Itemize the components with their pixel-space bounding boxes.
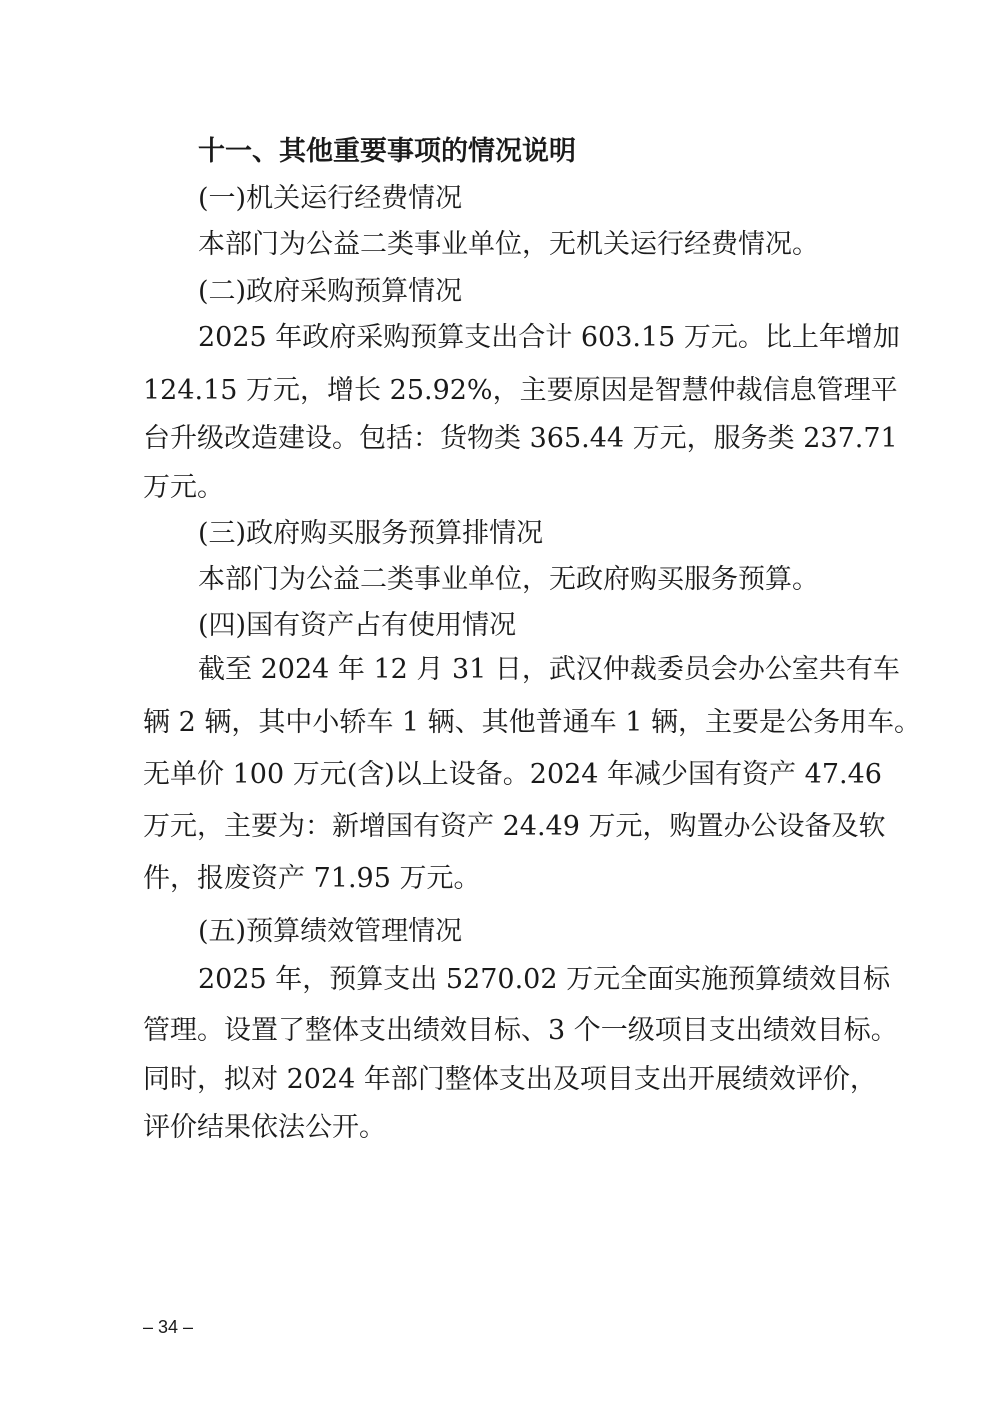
subsection-heading-2: (二)政府采购预算情况 bbox=[198, 276, 463, 307]
paragraph-line: 管理。设置了整体支出绩效目标、3 个一级项目支出绩效目标。 bbox=[143, 1015, 898, 1046]
subsection-heading-1: (一)机关运行经费情况 bbox=[198, 183, 463, 214]
subsection-heading-3: (三)政府购买服务预算排情况 bbox=[198, 518, 544, 549]
paragraph-line: 台升级改造建设。包括：货物类 365.44 万元，服务类 237.71 bbox=[143, 423, 898, 454]
paragraph-line: 本部门为公益二类事业单位，无机关运行经费情况。 bbox=[198, 229, 819, 260]
paragraph-line: 无单价 100 万元(含)以上设备。2024 年减少国有资产 47.46 bbox=[143, 759, 882, 790]
paragraph-line: 124.15 万元，增长 25.92%，主要原因是智慧仲裁信息管理平 bbox=[143, 375, 898, 406]
paragraph-line: 2025 年政府采购预算支出合计 603.15 万元。比上年增加 bbox=[198, 322, 900, 353]
section-title: 十一、其他重要事项的情况说明 bbox=[198, 136, 576, 167]
paragraph-line: 万元，主要为：新增国有资产 24.49 万元，购置办公设备及软 bbox=[143, 811, 886, 842]
paragraph-line: 评价结果依法公开。 bbox=[143, 1112, 386, 1143]
paragraph-line: 本部门为公益二类事业单位，无政府购买服务预算。 bbox=[198, 564, 819, 595]
page-number: – 34 – bbox=[143, 1317, 194, 1337]
paragraph-line: 辆 2 辆，其中小轿车 1 辆、其他普通车 1 辆，主要是公务用车。 bbox=[143, 707, 922, 738]
paragraph-line: 截至 2024 年 12 月 31 日，武汉仲裁委员会办公室共有车 bbox=[198, 654, 900, 685]
paragraph-line: 件，报废资产 71.95 万元。 bbox=[143, 863, 481, 894]
subsection-heading-5: (五)预算绩效管理情况 bbox=[198, 916, 463, 947]
subsection-heading-4: (四)国有资产占有使用情况 bbox=[198, 610, 517, 641]
paragraph-line: 2025 年，预算支出 5270.02 万元全面实施预算绩效目标 bbox=[198, 964, 891, 995]
paragraph-line: 同时，拟对 2024 年部门整体支出及项目支出开展绩效评价， bbox=[143, 1064, 877, 1095]
paragraph-line: 万元。 bbox=[143, 472, 224, 503]
